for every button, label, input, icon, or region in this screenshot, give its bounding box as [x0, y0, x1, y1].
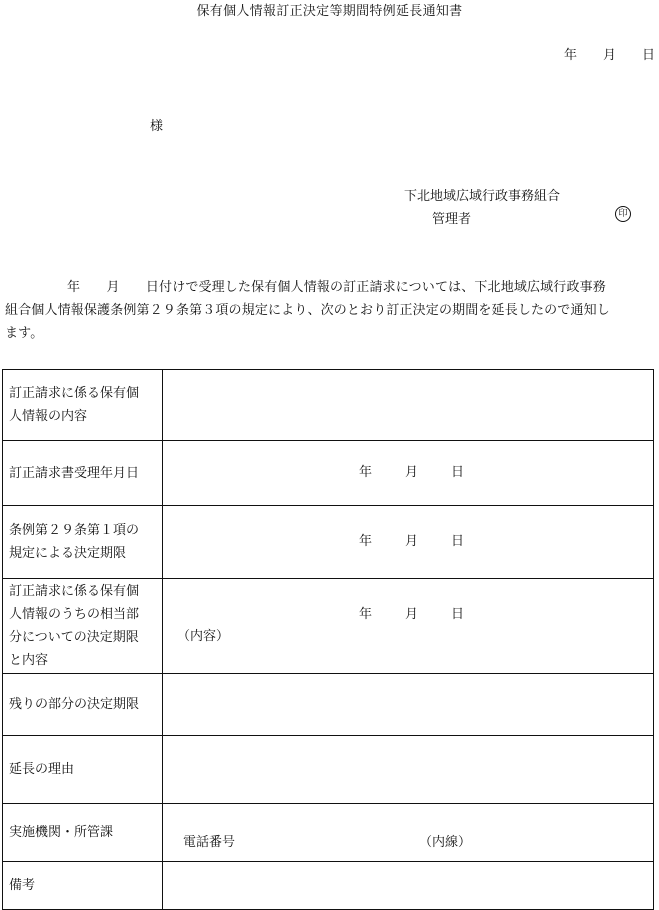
partial-content-label: （内容）	[177, 629, 230, 644]
label-extension-reason: 延長の理由	[3, 736, 163, 804]
value-department	[163, 804, 654, 862]
date-year: 年	[563, 48, 577, 63]
table-row-extension-reason	[3, 736, 654, 804]
table-row-remaining-deadline	[3, 674, 654, 736]
value-remarks	[163, 862, 654, 910]
label-request-content: 訂正請求に係る保有個 人情報の内容	[3, 370, 163, 441]
table-row-decision-deadline	[3, 506, 654, 579]
table-row-remarks	[3, 862, 654, 910]
table-row-department	[3, 804, 654, 862]
value-received-date: 年 月 日	[163, 441, 654, 506]
label-received-date: 訂正請求書受理年月日	[3, 441, 163, 506]
value-extension-reason	[163, 736, 654, 804]
addressee-suffix: 様	[150, 119, 164, 134]
label-remaining-deadline: 残りの部分の決定期限	[3, 674, 163, 736]
label-partial-deadline: 訂正請求に係る保有個 人情報のうちの相当部 分についての決定期限 と内容	[3, 579, 163, 674]
label-department: 実施機関・所管課	[3, 804, 163, 862]
value-partial-deadline: 年 月 日 （内容）	[163, 579, 654, 674]
date-month: 月	[602, 48, 616, 63]
notice-body	[5, 276, 657, 345]
body-line-2: 組合個人情報保護条例第２９条第３項の規定により、次のとおり訂正決定の期間を延長したので通知し	[5, 303, 610, 318]
seal-mark: 印	[615, 206, 631, 222]
issue-date	[538, 44, 655, 63]
table-row-partial-deadline	[3, 579, 654, 674]
sender-manager-label: 管理者	[432, 212, 472, 227]
table-row-content	[3, 370, 654, 441]
body-line-3: ます。	[5, 326, 44, 341]
label-remarks: 備考	[3, 862, 163, 910]
extension-label: （内線）	[419, 835, 472, 850]
document-title: 保有個人情報訂正決定等期間特例延長通知書	[196, 4, 463, 19]
notice-table	[2, 369, 654, 910]
value-request-content	[163, 370, 654, 441]
label-decision-deadline: 条例第２９条第１項の 規定による決定期限	[3, 506, 163, 579]
body-line-1: 年 月 日付けで受理した保有個人情報の訂正請求については、下北地域広域行政事務	[67, 280, 606, 295]
date-day: 日	[641, 48, 655, 63]
value-remaining-deadline	[163, 674, 654, 736]
table-row-received-date	[3, 441, 654, 506]
phone-label: 電話番号	[183, 835, 236, 850]
sender-organization: 下北地域広域行政事務組合	[404, 189, 561, 204]
value-decision-deadline: 年 月 日	[163, 506, 654, 579]
